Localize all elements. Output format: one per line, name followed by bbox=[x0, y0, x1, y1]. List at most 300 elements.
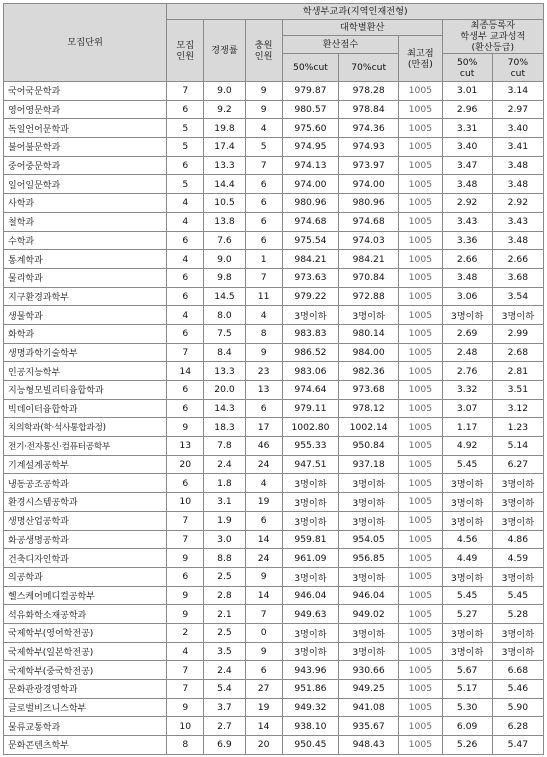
cell-quota: 6 bbox=[167, 474, 204, 493]
cell-competition: 19.8 bbox=[204, 119, 245, 138]
cell-grade70: 3명이하 bbox=[492, 567, 543, 586]
table-row bbox=[4, 287, 544, 306]
cell-max-score: 1005 bbox=[399, 642, 443, 661]
cell-filled: 24 bbox=[245, 455, 282, 474]
cell-competition: 8.8 bbox=[204, 549, 245, 568]
cell-quota: 5 bbox=[167, 119, 204, 138]
cell-quota: 4 bbox=[167, 642, 204, 661]
cell-max-score: 1005 bbox=[399, 175, 443, 194]
cell-quota: 6 bbox=[167, 399, 204, 418]
table-header bbox=[4, 4, 544, 82]
cell-competition: 7.6 bbox=[204, 231, 245, 250]
cell-cut70: 3명이하 bbox=[339, 306, 399, 325]
cell-quota: 9 bbox=[167, 605, 204, 624]
header-cut70: 70%cut bbox=[339, 54, 399, 82]
cell-quota: 6 bbox=[167, 156, 204, 175]
table-row bbox=[4, 567, 544, 586]
cell-filled: 14 bbox=[245, 530, 282, 549]
table-row bbox=[4, 250, 544, 269]
cell-competition: 8.4 bbox=[204, 343, 245, 362]
cell-cut50: 974.95 bbox=[282, 138, 339, 157]
header-group: 학생부교과(지역인재전형) bbox=[167, 4, 544, 20]
cell-cut70: 948.43 bbox=[339, 736, 399, 755]
cell-unit: 글로벌비즈니스학부 bbox=[4, 698, 167, 717]
cell-grade50: 3명이하 bbox=[442, 511, 492, 530]
cell-competition: 2.1 bbox=[204, 605, 245, 624]
header-converted: 환산점수 bbox=[282, 36, 398, 54]
cell-cut70: 980.14 bbox=[339, 324, 399, 343]
cell-grade70: 2.66 bbox=[492, 250, 543, 269]
cell-competition: 3.1 bbox=[204, 493, 245, 512]
cell-cut70: 982.36 bbox=[339, 362, 399, 381]
cell-grade50: 4.56 bbox=[442, 530, 492, 549]
cell-competition: 3.5 bbox=[204, 642, 245, 661]
header-quota: 모집 인원 bbox=[167, 20, 204, 82]
cell-filled: 14 bbox=[245, 717, 282, 736]
cell-unit: 전기·전자통신·컴퓨터공학부 bbox=[4, 437, 167, 456]
table-row bbox=[4, 493, 544, 512]
table-row bbox=[4, 736, 544, 755]
cell-cut50: 949.32 bbox=[282, 698, 339, 717]
cell-filled: 46 bbox=[245, 437, 282, 456]
cell-cut50: 974.68 bbox=[282, 212, 339, 231]
cell-cut50: 955.33 bbox=[282, 437, 339, 456]
cell-grade70: 5.45 bbox=[492, 586, 543, 605]
cell-quota: 4 bbox=[167, 194, 204, 213]
cell-max-score: 1005 bbox=[399, 156, 443, 175]
cell-unit: 독일언어문학과 bbox=[4, 119, 167, 138]
cell-max-score: 1005 bbox=[399, 212, 443, 231]
cell-filled: 4 bbox=[245, 306, 282, 325]
cell-quota: 6 bbox=[167, 268, 204, 287]
cell-quota: 7 bbox=[167, 511, 204, 530]
cell-cut70: 974.93 bbox=[339, 138, 399, 157]
cell-unit: 통계학과 bbox=[4, 250, 167, 269]
cell-filled: 9 bbox=[245, 642, 282, 661]
cell-unit: 석유화학소재공학과 bbox=[4, 605, 167, 624]
cell-quota: 9 bbox=[167, 698, 204, 717]
cell-cut70: 950.84 bbox=[339, 437, 399, 456]
cell-max-score: 1005 bbox=[399, 437, 443, 456]
table-row bbox=[4, 549, 544, 568]
cell-grade50: 5.30 bbox=[442, 698, 492, 717]
cell-grade50: 2.92 bbox=[442, 194, 492, 213]
cell-cut50: 980.57 bbox=[282, 100, 339, 119]
cell-filled: 6 bbox=[245, 661, 282, 680]
cell-max-score: 1005 bbox=[399, 623, 443, 642]
cell-filled: 5 bbox=[245, 138, 282, 157]
cell-max-score: 1005 bbox=[399, 567, 443, 586]
cell-grade70: 3.48 bbox=[492, 156, 543, 175]
cell-unit: 중어중문학과 bbox=[4, 156, 167, 175]
cell-quota: 20 bbox=[167, 455, 204, 474]
cell-grade50: 5.17 bbox=[442, 680, 492, 699]
cell-grade70: 3.14 bbox=[492, 82, 543, 101]
cell-grade70: 2.99 bbox=[492, 324, 543, 343]
cell-unit: 국제학부(일본학전공) bbox=[4, 642, 167, 661]
cell-grade70: 3.43 bbox=[492, 212, 543, 231]
cell-cut70: 973.68 bbox=[339, 381, 399, 400]
cell-competition: 20.0 bbox=[204, 381, 245, 400]
cell-grade70: 6.27 bbox=[492, 455, 543, 474]
cell-quota: 9 bbox=[167, 418, 204, 437]
cell-cut70: 3명이하 bbox=[339, 567, 399, 586]
cell-cut70: 935.67 bbox=[339, 717, 399, 736]
cell-cut70: 3명이하 bbox=[339, 642, 399, 661]
cell-cut50: 983.06 bbox=[282, 362, 339, 381]
cell-cut70: 3명이하 bbox=[339, 493, 399, 512]
cell-competition: 1.9 bbox=[204, 511, 245, 530]
cell-competition: 2.5 bbox=[204, 567, 245, 586]
cell-filled: 7 bbox=[245, 268, 282, 287]
cell-max-score: 1005 bbox=[399, 381, 443, 400]
cell-grade50: 3.06 bbox=[442, 287, 492, 306]
table-row bbox=[4, 362, 544, 381]
cell-grade70: 3명이하 bbox=[492, 511, 543, 530]
cell-filled: 6 bbox=[245, 511, 282, 530]
cell-quota: 9 bbox=[167, 586, 204, 605]
cell-unit: 냉동공조공학과 bbox=[4, 474, 167, 493]
table-row bbox=[4, 623, 544, 642]
admission-results-table bbox=[3, 3, 544, 755]
table-row bbox=[4, 175, 544, 194]
cell-grade50: 2.96 bbox=[442, 100, 492, 119]
cell-competition: 10.5 bbox=[204, 194, 245, 213]
cell-cut50: 3명이하 bbox=[282, 474, 339, 493]
cell-max-score: 1005 bbox=[399, 194, 443, 213]
table-row bbox=[4, 530, 544, 549]
cell-cut70: 980.96 bbox=[339, 194, 399, 213]
cell-grade50: 3.36 bbox=[442, 231, 492, 250]
cell-grade50: 2.48 bbox=[442, 343, 492, 362]
cell-competition: 9.8 bbox=[204, 268, 245, 287]
cell-cut70: 978.84 bbox=[339, 100, 399, 119]
cell-competition: 3.7 bbox=[204, 698, 245, 717]
cell-quota: 6 bbox=[167, 287, 204, 306]
cell-quota: 7 bbox=[167, 661, 204, 680]
table-row bbox=[4, 82, 544, 101]
cell-cut70: 937.18 bbox=[339, 455, 399, 474]
cell-filled: 13 bbox=[245, 381, 282, 400]
cell-quota: 8 bbox=[167, 736, 204, 755]
cell-cut50: 3명이하 bbox=[282, 567, 339, 586]
cell-max-score: 1005 bbox=[399, 736, 443, 755]
cell-grade70: 3명이하 bbox=[492, 493, 543, 512]
cell-unit: 국제학부(중국학전공) bbox=[4, 661, 167, 680]
cell-cut70: 978.28 bbox=[339, 82, 399, 101]
cell-grade50: 4.92 bbox=[442, 437, 492, 456]
cell-grade50: 3.32 bbox=[442, 381, 492, 400]
cell-unit: 기계설계공학부 bbox=[4, 455, 167, 474]
table-row bbox=[4, 381, 544, 400]
cell-grade70: 3.41 bbox=[492, 138, 543, 157]
table-row bbox=[4, 698, 544, 717]
cell-quota: 7 bbox=[167, 343, 204, 362]
cell-cut50: 943.96 bbox=[282, 661, 339, 680]
table-row bbox=[4, 661, 544, 680]
cell-competition: 2.4 bbox=[204, 455, 245, 474]
cell-grade70: 2.97 bbox=[492, 100, 543, 119]
cell-cut50: 947.51 bbox=[282, 455, 339, 474]
cell-filled: 19 bbox=[245, 493, 282, 512]
cell-cut50: 946.04 bbox=[282, 586, 339, 605]
cell-unit: 생물학과 bbox=[4, 306, 167, 325]
cell-max-score: 1005 bbox=[399, 119, 443, 138]
cell-grade70: 2.81 bbox=[492, 362, 543, 381]
cell-grade70: 3.12 bbox=[492, 399, 543, 418]
cell-grade50: 5.67 bbox=[442, 661, 492, 680]
cell-competition: 13.3 bbox=[204, 156, 245, 175]
cell-cut70: 974.03 bbox=[339, 231, 399, 250]
table-row bbox=[4, 418, 544, 437]
cell-filled: 27 bbox=[245, 680, 282, 699]
cell-grade50: 2.66 bbox=[442, 250, 492, 269]
cell-max-score: 1005 bbox=[399, 82, 443, 101]
cell-unit: 생명산업공학과 bbox=[4, 511, 167, 530]
cell-unit: 일어일문학과 bbox=[4, 175, 167, 194]
table-row bbox=[4, 268, 544, 287]
cell-cut50: 3명이하 bbox=[282, 642, 339, 661]
cell-filled: 20 bbox=[245, 736, 282, 755]
cell-cut50: 974.64 bbox=[282, 381, 339, 400]
cell-grade50: 2.69 bbox=[442, 324, 492, 343]
cell-grade50: 4.49 bbox=[442, 549, 492, 568]
cell-grade50: 3.48 bbox=[442, 175, 492, 194]
cell-max-score: 1005 bbox=[399, 418, 443, 437]
header-competition: 경쟁률 bbox=[204, 20, 245, 82]
cell-unit: 불어불문학과 bbox=[4, 138, 167, 157]
table-row bbox=[4, 212, 544, 231]
cell-unit: 빅데이터융합학과 bbox=[4, 399, 167, 418]
cell-cut50: 980.96 bbox=[282, 194, 339, 213]
cell-max-score: 1005 bbox=[399, 250, 443, 269]
cell-cut70: 949.25 bbox=[339, 680, 399, 699]
cell-grade50: 6.09 bbox=[442, 717, 492, 736]
cell-unit: 화공생명공학과 bbox=[4, 530, 167, 549]
cell-cut70: 946.04 bbox=[339, 586, 399, 605]
cell-quota: 9 bbox=[167, 549, 204, 568]
cell-grade70: 6.68 bbox=[492, 661, 543, 680]
cell-max-score: 1005 bbox=[399, 530, 443, 549]
cell-grade50: 5.27 bbox=[442, 605, 492, 624]
cell-competition: 9.2 bbox=[204, 100, 245, 119]
cell-grade70: 2.92 bbox=[492, 194, 543, 213]
table-row bbox=[4, 138, 544, 157]
cell-cut70: 956.85 bbox=[339, 549, 399, 568]
cell-grade50: 3명이하 bbox=[442, 306, 492, 325]
cell-filled: 1 bbox=[245, 250, 282, 269]
cell-cut70: 941.08 bbox=[339, 698, 399, 717]
cell-cut50: 3명이하 bbox=[282, 623, 339, 642]
cell-grade50: 3.48 bbox=[442, 268, 492, 287]
cell-filled: 4 bbox=[245, 119, 282, 138]
cell-quota: 7 bbox=[167, 680, 204, 699]
cell-cut70: 3명이하 bbox=[339, 623, 399, 642]
cell-cut50: 979.11 bbox=[282, 399, 339, 418]
cell-grade50: 5.45 bbox=[442, 586, 492, 605]
cell-unit: 화학과 bbox=[4, 324, 167, 343]
cell-quota: 6 bbox=[167, 231, 204, 250]
cell-filled: 19 bbox=[245, 698, 282, 717]
cell-cut70: 974.00 bbox=[339, 175, 399, 194]
cell-grade70: 2.68 bbox=[492, 343, 543, 362]
cell-cut70: 974.68 bbox=[339, 212, 399, 231]
cell-filled: 14 bbox=[245, 586, 282, 605]
cell-competition: 13.3 bbox=[204, 362, 245, 381]
cell-max-score: 1005 bbox=[399, 474, 443, 493]
cell-competition: 8.0 bbox=[204, 306, 245, 325]
cell-cut70: 949.02 bbox=[339, 605, 399, 624]
header-max-score: 최고점 (만점) bbox=[399, 36, 443, 82]
cell-filled: 9 bbox=[245, 100, 282, 119]
cell-cut50: 979.87 bbox=[282, 82, 339, 101]
cell-max-score: 1005 bbox=[399, 343, 443, 362]
cell-quota: 4 bbox=[167, 250, 204, 269]
cell-competition: 14.5 bbox=[204, 287, 245, 306]
cell-competition: 17.4 bbox=[204, 138, 245, 157]
cell-cut50: 975.60 bbox=[282, 119, 339, 138]
cell-quota: 7 bbox=[167, 530, 204, 549]
cell-cut70: 984.21 bbox=[339, 250, 399, 269]
cell-cut50: 949.63 bbox=[282, 605, 339, 624]
cell-filled: 8 bbox=[245, 324, 282, 343]
cell-grade70: 3.40 bbox=[492, 119, 543, 138]
cell-competition: 14.3 bbox=[204, 399, 245, 418]
cell-grade50: 3.01 bbox=[442, 82, 492, 101]
cell-grade50: 5.26 bbox=[442, 736, 492, 755]
cell-unit: 환경시스템공학과 bbox=[4, 493, 167, 512]
cell-cut70: 978.12 bbox=[339, 399, 399, 418]
cell-filled: 11 bbox=[245, 287, 282, 306]
cell-grade70: 5.90 bbox=[492, 698, 543, 717]
header-final70: 70% cut bbox=[492, 54, 543, 82]
table-row bbox=[4, 511, 544, 530]
cell-filled: 6 bbox=[245, 231, 282, 250]
cell-quota: 6 bbox=[167, 100, 204, 119]
cell-max-score: 1005 bbox=[399, 661, 443, 680]
cell-grade50: 3.40 bbox=[442, 138, 492, 157]
cell-unit: 물류교통학과 bbox=[4, 717, 167, 736]
cell-filled: 9 bbox=[245, 567, 282, 586]
cell-competition: 1.8 bbox=[204, 474, 245, 493]
cell-max-score: 1005 bbox=[399, 324, 443, 343]
cell-unit: 생명과학기술학부 bbox=[4, 343, 167, 362]
cell-cut50: 1002.80 bbox=[282, 418, 339, 437]
cell-filled: 6 bbox=[245, 194, 282, 213]
cell-grade50: 2.76 bbox=[442, 362, 492, 381]
cell-cut50: 3명이하 bbox=[282, 306, 339, 325]
cell-quota: 7 bbox=[167, 82, 204, 101]
cell-cut50: 3명이하 bbox=[282, 493, 339, 512]
table-row bbox=[4, 231, 544, 250]
cell-unit: 사학과 bbox=[4, 194, 167, 213]
table-row bbox=[4, 642, 544, 661]
cell-unit: 문화관광경영학과 bbox=[4, 680, 167, 699]
table-row bbox=[4, 399, 544, 418]
cell-grade70: 3명이하 bbox=[492, 474, 543, 493]
cell-cut50: 974.13 bbox=[282, 156, 339, 175]
header-final-group: 최종등록자 학생부 교과성적 (환산등급) bbox=[442, 20, 543, 54]
header-univ-calc: 대학별환산 bbox=[282, 20, 442, 36]
cell-max-score: 1005 bbox=[399, 231, 443, 250]
cell-unit: 건축디자인학과 bbox=[4, 549, 167, 568]
cell-grade70: 6.28 bbox=[492, 717, 543, 736]
cell-grade70: 3.68 bbox=[492, 268, 543, 287]
cell-cut70: 3명이하 bbox=[339, 474, 399, 493]
cell-max-score: 1005 bbox=[399, 138, 443, 157]
cell-competition: 9.0 bbox=[204, 82, 245, 101]
cell-cut50: 959.81 bbox=[282, 530, 339, 549]
cell-grade70: 3명이하 bbox=[492, 642, 543, 661]
cell-max-score: 1005 bbox=[399, 549, 443, 568]
admission-results-table-wrapper bbox=[3, 3, 544, 755]
cell-unit: 수학과 bbox=[4, 231, 167, 250]
cell-max-score: 1005 bbox=[399, 268, 443, 287]
cell-filled: 9 bbox=[245, 82, 282, 101]
cell-unit: 문화콘텐츠학부 bbox=[4, 736, 167, 755]
cell-unit: 의공학과 bbox=[4, 567, 167, 586]
cell-max-score: 1005 bbox=[399, 399, 443, 418]
cell-cut50: 950.45 bbox=[282, 736, 339, 755]
cell-competition: 9.0 bbox=[204, 250, 245, 269]
cell-cut70: 954.05 bbox=[339, 530, 399, 549]
cell-cut50: 951.86 bbox=[282, 680, 339, 699]
cell-unit: 지구환경과학부 bbox=[4, 287, 167, 306]
cell-filled: 9 bbox=[245, 343, 282, 362]
table-row bbox=[4, 343, 544, 362]
cell-grade50: 1.17 bbox=[442, 418, 492, 437]
table-row bbox=[4, 119, 544, 138]
cell-grade50: 5.45 bbox=[442, 455, 492, 474]
cell-filled: 7 bbox=[245, 156, 282, 175]
cell-max-score: 1005 bbox=[399, 717, 443, 736]
cell-quota: 14 bbox=[167, 362, 204, 381]
cell-grade50: 3명이하 bbox=[442, 623, 492, 642]
cell-grade70: 3명이하 bbox=[492, 623, 543, 642]
cell-max-score: 1005 bbox=[399, 455, 443, 474]
cell-cut70: 3명이하 bbox=[339, 511, 399, 530]
cell-grade50: 3명이하 bbox=[442, 474, 492, 493]
cell-filled: 17 bbox=[245, 418, 282, 437]
cell-cut70: 984.00 bbox=[339, 343, 399, 362]
cell-cut70: 930.66 bbox=[339, 661, 399, 680]
cell-cut50: 979.22 bbox=[282, 287, 339, 306]
table-row bbox=[4, 306, 544, 325]
table-row bbox=[4, 437, 544, 456]
cell-max-score: 1005 bbox=[399, 698, 443, 717]
cell-grade70: 5.47 bbox=[492, 736, 543, 755]
cell-filled: 6 bbox=[245, 175, 282, 194]
table-row bbox=[4, 586, 544, 605]
cell-cut70: 974.36 bbox=[339, 119, 399, 138]
cell-unit: 치의학과(학·석사통합과정) bbox=[4, 418, 167, 437]
cell-max-score: 1005 bbox=[399, 493, 443, 512]
cell-competition: 13.8 bbox=[204, 212, 245, 231]
cell-max-score: 1005 bbox=[399, 605, 443, 624]
cell-quota: 5 bbox=[167, 138, 204, 157]
table-body bbox=[4, 82, 544, 755]
cell-competition: 2.4 bbox=[204, 661, 245, 680]
table-row bbox=[4, 717, 544, 736]
cell-grade70: 5.14 bbox=[492, 437, 543, 456]
cell-competition: 6.9 bbox=[204, 736, 245, 755]
cell-filled: 6 bbox=[245, 212, 282, 231]
table-row bbox=[4, 455, 544, 474]
cell-grade70: 1.23 bbox=[492, 418, 543, 437]
cell-grade70: 5.28 bbox=[492, 605, 543, 624]
cell-grade70: 4.59 bbox=[492, 549, 543, 568]
cell-quota: 4 bbox=[167, 306, 204, 325]
